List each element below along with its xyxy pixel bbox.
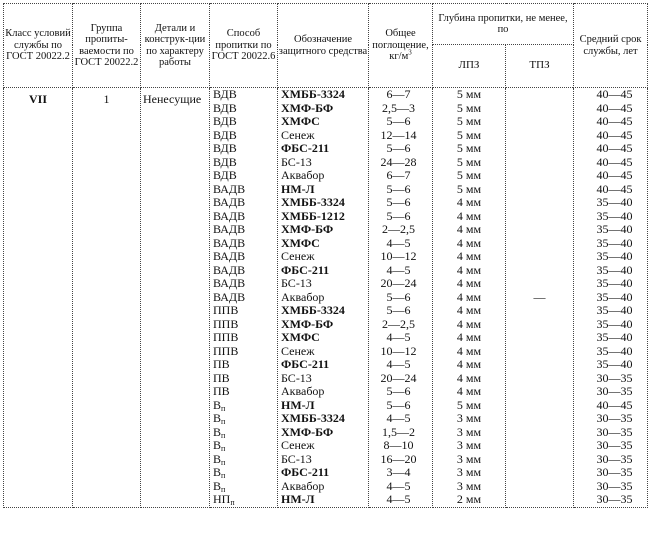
method-code: ППВ — [213, 330, 239, 344]
row-28-absorption: 3—4 — [386, 465, 411, 479]
row-26-absorption: 8—10 — [383, 438, 414, 452]
method-code: ВДВ — [213, 100, 237, 115]
method-code: В — [213, 411, 222, 425]
column-total-absorption — [369, 88, 433, 508]
row-19-service-life: 35—40 — [596, 343, 633, 358]
row-27-agent: БС-13 — [281, 451, 312, 466]
row-0-depth-lpz: 5 мм — [456, 87, 482, 101]
row-30-method — [210, 493, 277, 507]
row-30-service-life: 30—35 — [596, 492, 633, 506]
row-21-depth-lpz: 4 мм — [456, 370, 482, 385]
row-7-absorption: 5—6 — [386, 181, 411, 196]
row-21-method — [210, 372, 277, 386]
row-5-absorption: 24—28 — [380, 154, 417, 169]
row-3-method — [210, 129, 277, 143]
row-0-service-life: 40—45 — [596, 87, 633, 101]
row-24-depth-lpz: 3 мм — [456, 411, 482, 425]
cell-impregnability-group: 1 — [73, 88, 141, 508]
row-6-absorption: 6—7 — [386, 168, 411, 182]
row-12-service-life: 35—40 — [596, 249, 633, 263]
method-code: ВДВ — [213, 168, 237, 182]
row-8-service-life: 35—40 — [596, 195, 633, 209]
row-17-absorption: 2—2,5 — [382, 316, 415, 331]
row-4-service-life: 40—45 — [596, 141, 633, 155]
row-17-service-life: 35—40 — [596, 316, 633, 331]
row-6-method — [210, 169, 277, 183]
row-18-depth-lpz: 4 мм — [456, 330, 482, 344]
row-2-method — [210, 115, 277, 129]
row-9-method — [210, 210, 277, 224]
row-3-agent: Сенеж — [281, 127, 315, 142]
row-3-service-life: 40—45 — [596, 127, 633, 142]
row-9-depth-lpz: 4 мм — [456, 208, 482, 223]
method-code: В — [213, 424, 222, 439]
row-22-service-life: 30—35 — [596, 384, 633, 398]
row-22-agent: Аквабор — [281, 384, 325, 398]
row-14-absorption: 20—24 — [380, 276, 417, 290]
column-service-life — [574, 88, 648, 508]
row-1-depth-lpz: 5 мм — [456, 100, 482, 115]
row-9-absorption: 5—6 — [386, 208, 411, 223]
header-total-absorption-unit: кг/м — [389, 51, 409, 63]
row-10-absorption: 2—2,5 — [382, 222, 415, 236]
row-15-service-life: 35—40 — [596, 289, 633, 304]
method-subscript: п — [221, 430, 226, 440]
row-9-service-life: 35—40 — [596, 208, 633, 223]
row-24-absorption: 4—5 — [386, 411, 411, 425]
row-27-depth-lpz: 3 мм — [456, 451, 482, 466]
method-code: ППВ — [213, 303, 239, 317]
method-code: НП — [213, 492, 231, 506]
row-19-method — [210, 345, 277, 359]
row-15-agent: Аквабор — [281, 289, 325, 304]
row-25-service-life: 30—35 — [596, 424, 633, 439]
row-30-agent: НМ-Л — [281, 492, 315, 506]
row-17-method — [210, 318, 277, 332]
method-subscript: п — [221, 444, 226, 453]
row-1-agent: ХМФ-БФ — [281, 100, 334, 115]
method-subscript: п — [221, 403, 226, 413]
row-3-absorption: 12—14 — [380, 127, 417, 142]
method-code: ВАДВ — [213, 181, 246, 196]
row-5-agent: БС-13 — [281, 154, 312, 169]
row-18-method — [210, 331, 277, 345]
row-18-service-life: 35—40 — [596, 330, 633, 344]
row-18-absorption: 4—5 — [386, 330, 411, 344]
method-subscript: п — [221, 417, 226, 426]
row-4-depth-lpz: 5 мм — [456, 141, 482, 155]
row-2-agent: ХМФС — [281, 114, 320, 128]
row-22-method — [210, 385, 277, 399]
row-9-agent: ХМББ-1212 — [281, 208, 345, 223]
row-30-absorption: 4—5 — [386, 492, 411, 506]
row-21-service-life: 30—35 — [596, 370, 633, 385]
row-10-method — [210, 223, 277, 237]
row-7-agent: НМ-Л — [281, 181, 315, 196]
row-18-agent: ХМФС — [281, 330, 320, 344]
column-protective-agent — [278, 88, 369, 508]
row-28-depth-lpz: 3 мм — [456, 465, 482, 479]
row-12-method — [210, 250, 277, 264]
row-25-method — [210, 426, 277, 440]
header-protective-agent: Обозначение защитного средства — [278, 4, 369, 88]
row-23-depth-lpz: 5 мм — [456, 397, 482, 412]
method-code: ВАДВ — [213, 222, 246, 236]
row-25-depth-lpz: 3 мм — [456, 424, 482, 439]
method-code: ПВ — [213, 370, 230, 385]
row-21-agent: БС-13 — [281, 370, 312, 385]
row-14-service-life: 35—40 — [596, 276, 633, 290]
method-code: ПВ — [213, 384, 230, 398]
row-2-service-life: 40—45 — [596, 114, 633, 128]
row-27-absorption: 16—20 — [380, 451, 417, 466]
row-6-agent: Аквабор — [281, 168, 325, 182]
row-17-agent: ХМФ-БФ — [281, 316, 334, 331]
row-27-service-life: 30—35 — [596, 451, 633, 466]
row-19-agent: Сенеж — [281, 343, 315, 358]
row-11-absorption: 4—5 — [386, 235, 411, 250]
row-12-agent: Сенеж — [281, 249, 315, 263]
method-code: ВДВ — [213, 114, 237, 128]
header-depth-group: Глубина пропитки, не менее, по — [433, 4, 574, 45]
cell-depth-tpz: — — [506, 88, 574, 508]
row-27-method — [210, 453, 277, 467]
header-depth-tpz: ТПЗ — [506, 45, 574, 88]
row-8-agent: ХМББ-3324 — [281, 195, 345, 209]
row-20-service-life: 35—40 — [596, 357, 633, 371]
row-0-absorption: 6—7 — [386, 87, 411, 101]
method-subscript: п — [221, 484, 226, 494]
row-20-agent: ФБС-211 — [281, 357, 330, 371]
header-service-class: Класс условий службы по ГОСТ 20022.2 — [4, 4, 73, 88]
row-11-depth-lpz: 4 мм — [456, 235, 482, 250]
row-16-method — [210, 304, 277, 318]
row-0-agent: ХМББ-3324 — [281, 87, 345, 101]
row-8-depth-lpz: 4 мм — [456, 195, 482, 209]
row-29-absorption: 4—5 — [386, 478, 411, 493]
row-24-agent: ХМББ-3324 — [281, 411, 345, 425]
row-16-absorption: 5—6 — [386, 303, 411, 317]
row-14-method — [210, 277, 277, 291]
row-22-depth-lpz: 4 мм — [456, 384, 482, 398]
row-16-service-life: 35—40 — [596, 303, 633, 317]
method-code: ВДВ — [213, 127, 237, 142]
row-23-service-life: 40—45 — [596, 397, 633, 412]
row-26-depth-lpz: 3 мм — [456, 438, 482, 452]
row-28-method — [210, 466, 277, 480]
row-14-agent: БС-13 — [281, 276, 312, 290]
row-0-method — [210, 88, 277, 102]
row-25-agent: ХМФ-БФ — [281, 424, 334, 439]
row-21-absorption: 20—24 — [380, 370, 417, 385]
method-code: В — [213, 478, 222, 493]
row-28-agent: ФБС-211 — [281, 465, 330, 479]
row-10-depth-lpz: 4 мм — [456, 222, 482, 236]
header-depth-lpz: ЛПЗ — [433, 45, 506, 88]
row-16-agent: ХМББ-3324 — [281, 303, 345, 317]
row-16-depth-lpz: 4 мм — [456, 303, 482, 317]
row-30-depth-lpz: 2 мм — [456, 492, 482, 506]
cell-service-class: VII — [4, 88, 73, 508]
row-13-agent: ФБС-211 — [281, 262, 330, 277]
header-total-absorption-label: Общее поглощение, — [372, 28, 429, 51]
method-code: В — [213, 465, 222, 479]
row-6-depth-lpz: 5 мм — [456, 168, 482, 182]
header-total-absorption — [369, 4, 433, 88]
row-17-depth-lpz: 4 мм — [456, 316, 482, 331]
row-7-depth-lpz: 5 мм — [456, 181, 482, 196]
row-15-absorption: 5—6 — [386, 289, 411, 304]
row-29-service-life: 30—35 — [596, 478, 633, 493]
method-code: ВАДВ — [213, 276, 246, 290]
method-code: ВАДВ — [213, 289, 246, 304]
row-22-absorption: 5—6 — [386, 384, 411, 398]
method-subscript: п — [221, 457, 226, 467]
method-code: В — [213, 451, 222, 466]
row-14-depth-lpz: 4 мм — [456, 276, 482, 290]
row-2-depth-lpz: 5 мм — [456, 114, 482, 128]
method-code: В — [213, 438, 222, 452]
row-2-absorption: 5—6 — [386, 114, 411, 128]
row-12-depth-lpz: 4 мм — [456, 249, 482, 263]
row-4-absorption: 5—6 — [386, 141, 411, 155]
row-15-method — [210, 291, 277, 305]
method-code: ПВ — [213, 357, 230, 371]
column-impregnation-method — [210, 88, 278, 508]
method-code: ВДВ — [213, 141, 237, 155]
row-1-service-life: 40—45 — [596, 100, 633, 115]
header-total-absorption-exp: 3 — [408, 48, 412, 57]
row-11-service-life: 35—40 — [596, 235, 633, 250]
row-13-method — [210, 264, 277, 278]
row-1-absorption: 2,5—3 — [382, 100, 415, 115]
row-11-method — [210, 237, 277, 251]
row-5-depth-lpz: 5 мм — [456, 154, 482, 169]
row-8-absorption: 5—6 — [386, 195, 411, 209]
row-7-service-life: 40—45 — [596, 181, 633, 196]
row-1-method — [210, 102, 277, 116]
row-20-absorption: 4—5 — [386, 357, 411, 371]
header-service-life: Средний срок службы, лет — [574, 4, 648, 88]
row-8-method — [210, 196, 277, 210]
row-7-method — [210, 183, 277, 197]
method-code: ВАДВ — [213, 195, 246, 209]
method-code: ВДВ — [213, 87, 237, 101]
row-15-depth-lpz: 4 мм — [456, 289, 482, 304]
row-20-depth-lpz: 4 мм — [456, 357, 482, 371]
column-depth-lpz — [433, 88, 506, 508]
row-13-service-life: 35—40 — [596, 262, 633, 277]
row-5-service-life: 40—45 — [596, 154, 633, 169]
row-13-depth-lpz: 4 мм — [456, 262, 482, 277]
method-subscript: п — [221, 471, 226, 480]
row-24-service-life: 30—35 — [596, 411, 633, 425]
row-29-agent: Аквабор — [281, 478, 325, 493]
row-20-method — [210, 358, 277, 372]
row-23-method — [210, 399, 277, 413]
method-code: ППВ — [213, 343, 239, 358]
row-23-absorption: 5—6 — [386, 397, 411, 412]
method-code: В — [213, 397, 222, 412]
row-10-agent: ХМФ-БФ — [281, 222, 334, 236]
header-impregnation-method: Способ пропитки по ГОСТ 20022.6 — [210, 4, 278, 88]
row-19-depth-lpz: 4 мм — [456, 343, 482, 358]
method-code: ВАДВ — [213, 208, 246, 223]
row-10-service-life: 35—40 — [596, 222, 633, 236]
row-24-method — [210, 412, 277, 426]
row-29-method — [210, 480, 277, 494]
row-26-method — [210, 439, 277, 453]
row-29-depth-lpz: 3 мм — [456, 478, 482, 493]
method-code: ВАДВ — [213, 249, 246, 263]
row-5-method — [210, 156, 277, 170]
row-3-depth-lpz: 5 мм — [456, 127, 482, 142]
row-26-service-life: 30—35 — [596, 438, 633, 452]
row-4-method — [210, 142, 277, 156]
header-parts-by-function: Детали и конструк-ции по характеру работы — [141, 4, 210, 88]
row-4-agent: ФБС-211 — [281, 141, 330, 155]
row-6-service-life: 40—45 — [596, 168, 633, 182]
row-19-absorption: 10—12 — [380, 343, 417, 358]
header-impregnability-group: Группа пропиты-ваемости по ГОСТ 20022.2 — [73, 4, 141, 88]
row-23-agent: НМ-Л — [281, 397, 315, 412]
method-code: ВАДВ — [213, 235, 246, 250]
row-13-absorption: 4—5 — [386, 262, 411, 277]
row-28-service-life: 30—35 — [596, 465, 633, 479]
method-code: ВАДВ — [213, 262, 246, 277]
method-code: ППВ — [213, 316, 239, 331]
method-code: ВДВ — [213, 154, 237, 169]
method-subscript: п — [230, 498, 235, 507]
row-11-agent: ХМФС — [281, 235, 320, 250]
impregnation-table — [3, 3, 648, 508]
row-25-absorption: 1,5—2 — [382, 424, 415, 439]
row-26-agent: Сенеж — [281, 438, 315, 452]
row-12-absorption: 10—12 — [380, 249, 417, 263]
cell-parts-by-function: Ненесущие — [141, 88, 210, 508]
